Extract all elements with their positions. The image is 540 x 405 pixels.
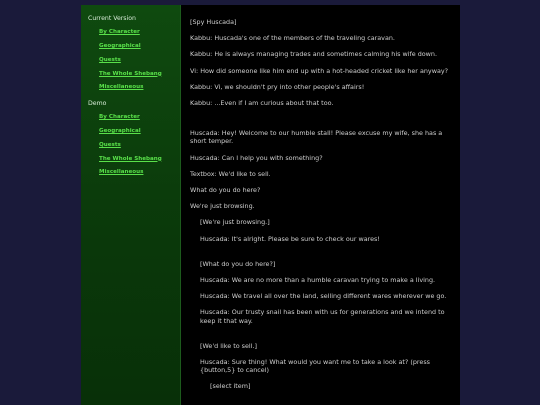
dialogue-line: Kabbu: ...Even if I am curious about that too. xyxy=(190,99,334,108)
dialogue-line: Huscada: Our trusty snail has been with us for generations and we intend to keep it that way. xyxy=(200,308,445,325)
dialogue-line: Huscada: Hey! Welcome to our humble stall! Please excuse my wife, she has a short temper. xyxy=(190,129,443,146)
link-demo-miscellaneous[interactable]: Miscellaneous xyxy=(99,169,144,176)
sidebar-section-current xyxy=(88,15,180,91)
dialogue-option: We're just browsing. xyxy=(190,202,255,211)
branch-heading-sell: [We'd like to sell.] xyxy=(200,341,257,350)
dialogue-line: Huscada: Sure thing! What would you want me to take a look at? (press {button,5} to cancel) xyxy=(200,358,430,375)
link-current-quests[interactable]: Quests xyxy=(99,56,121,63)
dialogue-line: Kabbu: He is always managing trades and sometimes calming his wife down. xyxy=(190,50,437,59)
link-current-miscellaneous[interactable]: Miscellaneous xyxy=(99,84,144,91)
dialogue-line: Textbox: We'd like to sell. xyxy=(190,169,271,178)
dialogue-line: Kabbu: Vi, we shouldn't pry into other people's affairs! xyxy=(190,82,365,91)
right-background xyxy=(460,5,540,405)
link-demo-whole-shebang[interactable]: The Whole Shebang xyxy=(99,155,162,162)
link-demo-geographical[interactable]: Geographical xyxy=(99,128,141,135)
dialogue-line: Kabbu: Huscada's one of the members of the traveling caravan. xyxy=(190,34,395,43)
branch-heading-select-item: [select item] xyxy=(210,382,251,391)
section-title-demo: Demo xyxy=(88,99,107,107)
link-demo-by-character[interactable]: By Character xyxy=(99,114,140,121)
section-title-current: Current Version xyxy=(88,15,136,22)
sidebar-section-demo xyxy=(88,100,180,176)
link-current-by-character[interactable]: By Character xyxy=(99,29,140,36)
dialogue-heading: [Spy Huscada] xyxy=(190,18,237,26)
dialogue-line: Huscada: We are no more than a humble caravan trying to make a living. xyxy=(200,276,436,285)
dialogue-option: What do you do here? xyxy=(190,186,261,195)
dialogue-line: Huscada: It's alright. Please be sure to check our wares! xyxy=(200,234,380,243)
dialogue-content xyxy=(181,5,460,405)
branch-heading-browsing: [We're just browsing.] xyxy=(200,218,270,227)
link-current-whole-shebang[interactable]: The Whole Shebang xyxy=(99,70,162,77)
link-demo-quests[interactable]: Quests xyxy=(99,141,121,148)
dialogue-line: Huscada: Can I help you with something? xyxy=(190,153,323,162)
dialogue-line: Huscada: We travel all over the land, selling different wares wherever we go. xyxy=(200,292,447,301)
sidebar-nav xyxy=(81,5,181,405)
branch-heading-what-do: [What do you do here?] xyxy=(200,259,276,268)
dialogue-line: Vi: How did someone like him end up with a hot-headed cricket like her anyway? xyxy=(190,66,449,75)
link-current-geographical[interactable]: Geographical xyxy=(99,43,141,50)
